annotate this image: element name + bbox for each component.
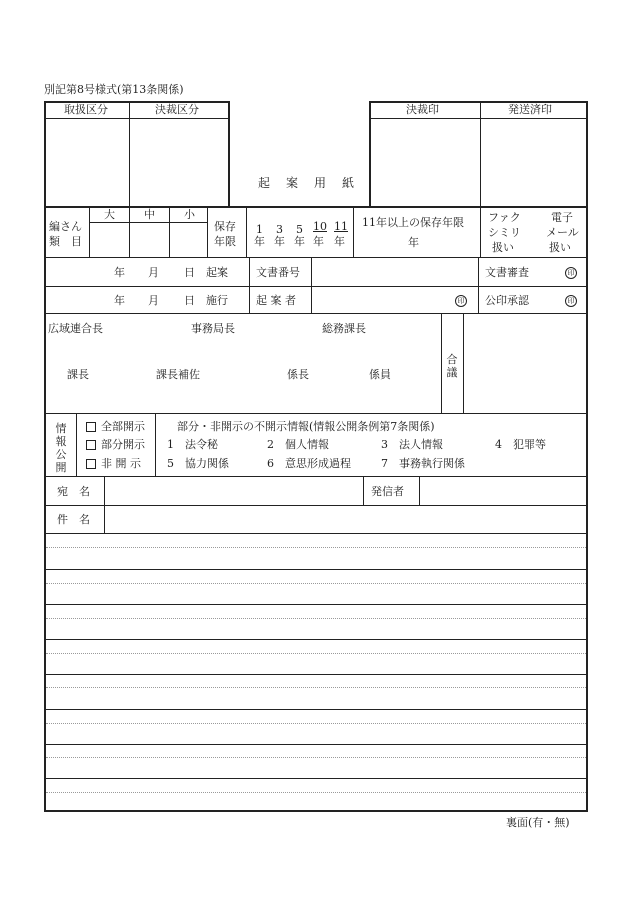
drafter-label: 起 案 者 [256,294,296,307]
year-unit: 年 [334,235,345,248]
disclosure-label: 情報公開 [55,422,67,474]
nondisclosure-heading: 部分・非開示の不開示情報(情報公開条例第7条関係) [177,420,435,433]
seal-icon: 印 [565,295,577,307]
kian-year-unit: 年 [114,266,125,279]
writing-line-dotted [46,757,586,758]
retention-year-5[interactable]: 5 [296,223,303,236]
fax-label-3: 扱い [492,241,514,254]
option-partial-disclosure: 部分開示 [101,438,145,451]
seal-icon: 印 [565,267,577,279]
retention-year-3[interactable]: 3 [276,223,283,236]
frame-rule-top-section [44,206,587,208]
email-label-3: 扱い [549,241,571,254]
form-title: 起 案 用 紙 [258,176,357,190]
hensan-label-2: 類 目 [49,235,82,248]
shiko-day-unit: 日 [184,294,195,307]
retention-year-10[interactable]: 10 [313,220,327,233]
year-unit: 年 [254,235,265,248]
decision-seal-label: 決裁印 [406,103,439,116]
checkbox-partial-disclosure[interactable] [86,440,96,450]
nondisclosure-item: 2 個人情報 [267,438,329,451]
frame-top-right [369,101,587,103]
kian-month-unit: 月 [148,266,159,279]
writing-line-dotted [46,723,586,724]
approver-kacho-hosa: 課長補佐 [156,368,200,381]
retention-year-1[interactable]: 1 [256,223,263,236]
official-seal-label: 公印承認 [485,294,529,307]
writing-line [44,639,587,640]
approver-kouiki: 広域連合長 [48,322,103,335]
approver-somu: 総務課長 [322,322,366,335]
class-dai: 大 [104,208,115,221]
doc-number-label: 文書番号 [256,266,300,279]
writing-line-dotted [46,618,586,619]
nondisclosure-item: 6 意思形成過程 [267,457,351,470]
year-unit: 年 [313,235,324,248]
class-chu: 中 [144,208,155,221]
approver-kakariin: 係員 [369,368,391,381]
form-number: 別記第8号様式(第13条関係) [44,83,184,96]
writing-line [44,569,587,570]
shiko-year-unit: 年 [114,294,125,307]
writing-line [44,778,587,779]
long-retention-year-unit: 年 [408,236,419,249]
approver-kacho: 課長 [67,368,89,381]
option-non-disclosure: 非 開 示 [101,457,141,470]
subject-label: 件 名 [57,513,90,526]
handling-category-label: 取扱区分 [64,103,108,116]
option-full-disclosure: 全部開示 [101,420,145,433]
writing-line-dotted [46,653,586,654]
kian-label: 起案 [206,266,228,279]
decision-category-label: 決裁区分 [155,103,199,116]
year-unit: 年 [294,235,305,248]
consultation-label: 合議 [446,353,458,379]
reverse-side-note: 裏面(有・無) [506,816,570,829]
retention-label-2: 年限 [214,235,236,248]
nondisclosure-item: 3 法人情報 [381,438,443,451]
email-label-2: メール [546,226,579,239]
writing-line-dotted [46,583,586,584]
writing-line [44,604,587,605]
nondisclosure-item: 5 協力関係 [167,457,229,470]
writing-line-dotted [46,687,586,688]
kian-day-unit: 日 [184,266,195,279]
frame-right [586,101,588,812]
writing-line-dotted [46,792,586,793]
long-retention-label: 11年以上の保存年限 [362,216,464,229]
frame-bottom [44,810,587,812]
approver-jimukyoku: 事務局長 [191,322,235,335]
writing-line [44,744,587,745]
seal-icon: 印 [455,295,467,307]
approver-kakaricho: 係長 [287,368,309,381]
addressee-label: 宛 名 [57,485,90,498]
checkbox-non-disclosure[interactable] [86,459,96,469]
retention-year-11[interactable]: 11 [334,220,348,233]
email-label-1: 電子 [551,211,573,224]
doc-review-label: 文書審査 [485,266,529,279]
writing-line-dotted [46,547,586,548]
fax-label-1: ファク [488,211,521,224]
checkbox-full-disclosure[interactable] [86,422,96,432]
nondisclosure-item: 7 事務執行関係 [381,457,465,470]
writing-line [44,709,587,710]
shiko-month-unit: 月 [148,294,159,307]
fax-label-2: シミリ [488,226,521,239]
nondisclosure-item: 1 法令秘 [167,438,218,451]
hensan-label-1: 編さん [49,220,82,233]
year-unit: 年 [274,235,285,248]
nondisclosure-item: 4 犯罪等 [495,438,546,451]
sent-seal-label: 発送済印 [508,103,552,116]
writing-line [44,674,587,675]
retention-label-1: 保存 [214,220,236,233]
frame-left [44,101,46,812]
class-sho: 小 [184,208,195,221]
sender-label: 発信者 [371,485,404,498]
shiko-label: 施行 [206,294,228,307]
